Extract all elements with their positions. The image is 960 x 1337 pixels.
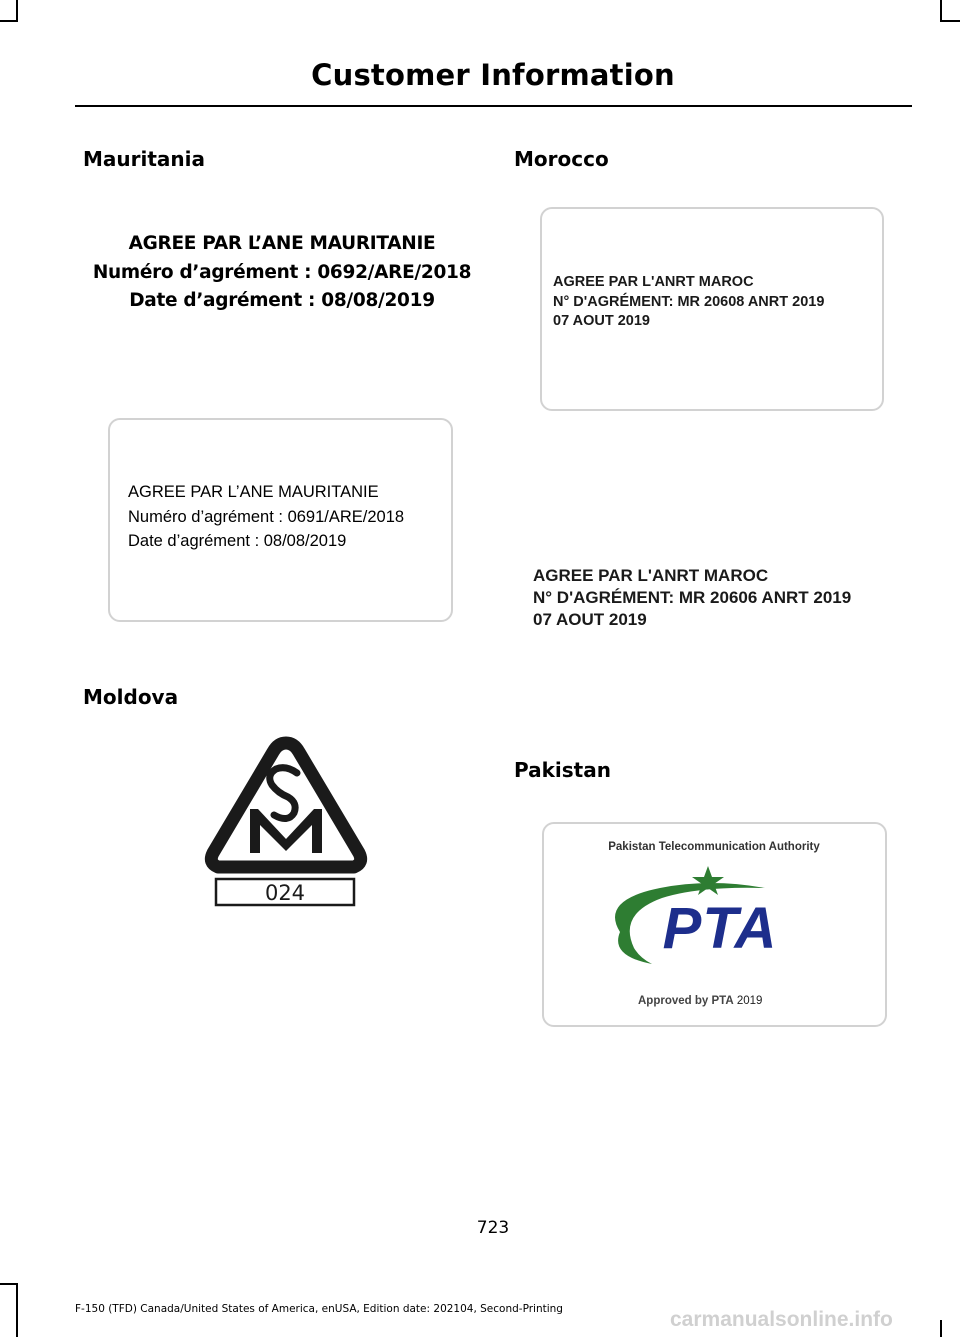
crop-mark-top-left [16,0,18,22]
mauritania-label-small-line1: AGREE PAR L’ANE MAURITANIE [128,483,379,501]
pta-star-icon [692,866,724,895]
page-number: 723 [476,1218,510,1238]
mauritania-label-large [80,230,484,316]
crop-mark-top-left-h [0,20,18,22]
morocco-label-small-line3: 07 AOUT 2019 [553,313,650,329]
morocco-label-small-line2: N° D'AGRÉMENT: MR 20608 ANRT 2019 [553,293,825,310]
morocco-label-large-line3: 07 AOUT 2019 [533,610,647,629]
pta-logo [590,860,830,985]
mauritania-label-large-line2: Numéro d’agrément : 0692/ARE/2018 [92,261,472,283]
moldova-mark-number: 024 [264,881,306,905]
heading-mauritania: Mauritania [83,147,206,171]
pta-approved-line [638,995,762,1007]
crop-mark-top-right-h [940,20,960,22]
moldova-sm-conformity-mark [198,735,374,920]
pta-authority-name: Pakistan Telecommunication Authority [608,841,820,853]
pta-logo-text: PTA [662,896,778,961]
heading-pakistan: Pakistan [514,758,611,782]
edition-info: F-150 (TFD) Canada/United States of America, enUSA, Edition date: 202104, Second-Printing [75,1303,563,1315]
morocco-label-large [533,565,851,631]
mauritania-label-large-line1: AGREE PAR L’ANE MAURITANIE [128,233,436,254]
heading-moldova: Moldova [83,685,179,709]
morocco-label-small-line1: AGREE PAR L'ANRT MAROC [553,274,754,290]
page-title: Customer Information [311,58,675,92]
mauritania-label-small [128,480,404,554]
morocco-label-small [553,273,824,332]
crop-mark-bottom-left-h [0,1283,18,1285]
crop-mark-bottom-right [940,1320,942,1337]
header-divider [75,105,912,107]
mauritania-label-small-line2: Numéro d’agrément : 0691/ARE/2018 [128,507,405,526]
morocco-label-large-line1: AGREE PAR L'ANRT MAROC [533,566,769,585]
heading-morocco: Morocco [514,147,609,171]
moldova-s-letter [270,768,297,819]
morocco-label-large-line2: N° D'AGRÉMENT: MR 20606 ANRT 2019 [533,588,852,607]
crop-mark-bottom-left [16,1283,18,1337]
watermark: carmanualsonline.info [670,1308,893,1331]
mauritania-label-small-line3: Date d’agrément : 08/08/2019 [128,532,347,550]
pta-approved-year: 2019 [736,995,763,1007]
pta-approved-by: Approved by PTA [638,995,734,1007]
crop-mark-top-right [940,0,942,22]
mauritania-label-large-line3: Date d’agrément : 08/08/2019 [129,290,435,311]
